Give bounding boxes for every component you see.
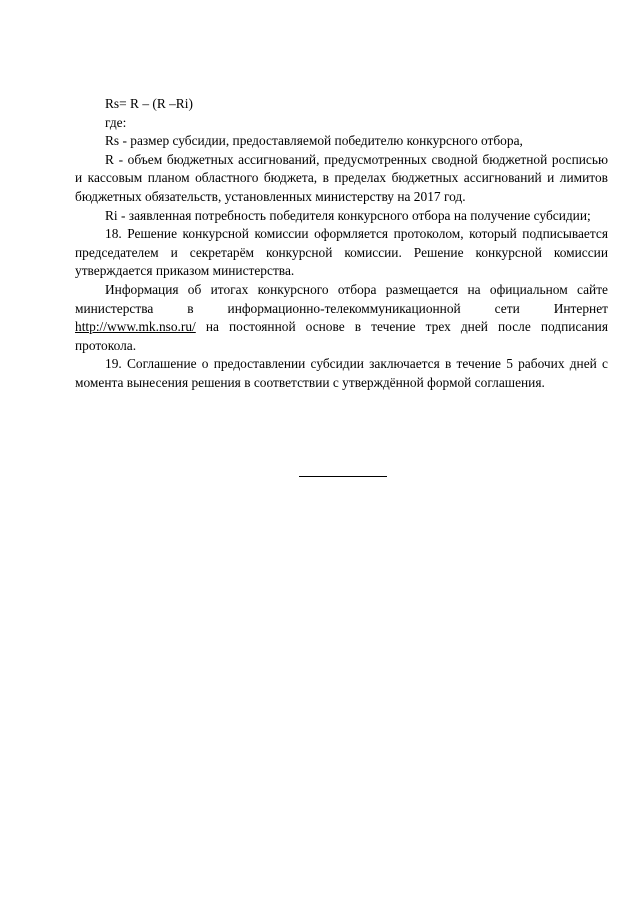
definition-ri: Ri - заявленная потребность победителя конкурсного отбора на получение субсидии; bbox=[105, 207, 591, 223]
ministry-website-link[interactable]: http://www.mk.nso.ru/ bbox=[75, 319, 196, 335]
paragraph-info bbox=[75, 281, 608, 355]
formula: Rs= R – (R –Ri) bbox=[105, 96, 193, 111]
where-label: где: bbox=[105, 114, 127, 130]
definition-rs: Rs - размер субсидии, предоставляемой победителю конкурсного отбора, bbox=[105, 133, 523, 149]
definition-r: R - объем бюджетных ассигнований, предусмотренных сводной бюджетной росписью и кассовым планом областного бюджета, в пределах бюджетных ассигнований и лимитов бюджетных обязательств, установленных министерству на 2017 год. bbox=[75, 151, 608, 204]
info-text-after: на постоянной основе в течение трех дней после подписания протокола. bbox=[75, 319, 608, 353]
paragraph-18: 18. Решение конкурсной комиссии оформляется протоколом, который подписывается председателем и секретарём конкурсной комиссии. Решение конкурсной комиссии утверждается приказом министерства. bbox=[75, 226, 608, 279]
end-divider bbox=[299, 476, 387, 477]
paragraph-19: 19. Соглашение о предоставлении субсидии заключается в течение 5 рабочих дней с момента вынесения решения в соответствии с утверждённой формой соглашения. bbox=[75, 356, 608, 390]
document-body bbox=[75, 95, 608, 393]
info-text-before: Информация об итогах конкурсного отбора размещается на официальном сайте министерства в информационно-телекоммуникационной сети Интернет bbox=[75, 281, 608, 316]
